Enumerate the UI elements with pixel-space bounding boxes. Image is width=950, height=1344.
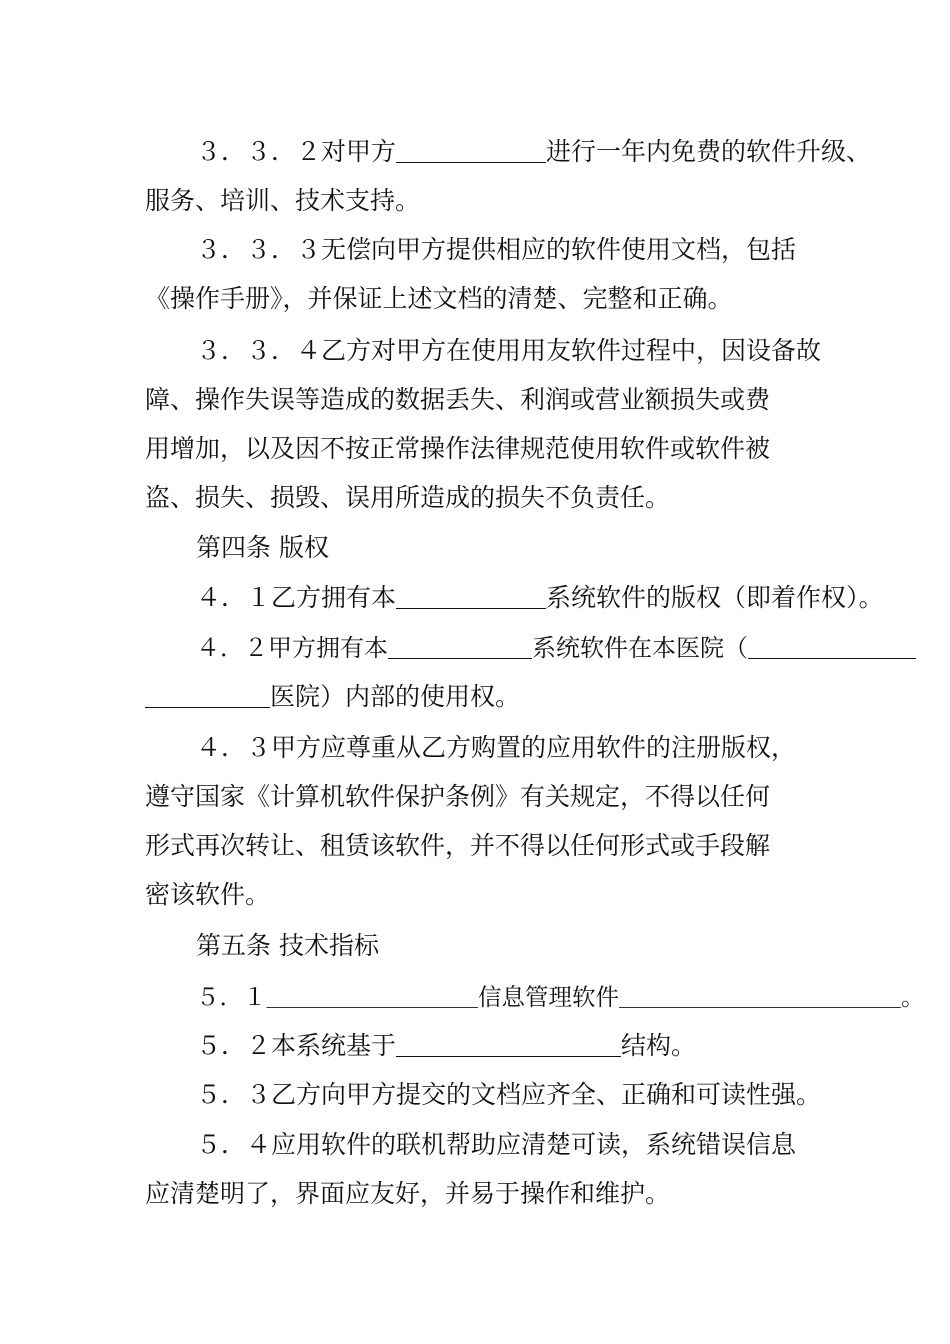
paragraph-4-3-line-4: 密该软件。: [145, 880, 271, 909]
paragraph-3-3-4-line-3: 用增加，以及因不按正常操作法律规范使用软件或软件被: [145, 434, 771, 463]
paragraph-5-2-line-1: ５．２本系统基于＿＿＿＿＿＿＿＿＿结构。: [196, 1031, 697, 1060]
paragraph-5-3-line-1: ５．３乙方向甲方提交的文档应齐全、正确和可读性强。: [196, 1080, 822, 1109]
paragraph-3-3-4-line-1: ３．３．４乙方对甲方在使用用友软件过程中，因设备故: [196, 336, 822, 365]
paragraph-3-3-2-line-1: ３．３．２对甲方＿＿＿＿＿＿进行一年内免费的软件升级、: [196, 137, 872, 166]
paragraph-4-3-line-3: 形式再次转让、租赁该软件，并不得以任何形式或手段解: [145, 831, 771, 860]
paragraph-5-4-line-1: ５．４应用软件的联机帮助应清楚可读，系统错误信息: [196, 1130, 797, 1159]
paragraph-3-3-2-line-2: 服务、培训、技术支持。: [145, 186, 421, 215]
paragraph-4-2-line-2: ＿＿＿＿＿医院）内部的使用权。: [145, 682, 521, 711]
paragraph-5-1-line-1: ５．１＿＿＿＿＿＿＿＿＿信息管理软件＿＿＿＿＿＿＿＿＿＿＿＿。: [196, 983, 925, 1011]
paragraph-3-3-4-line-2: 障、操作失误等造成的数据丢失、利润或营业额损失或费: [145, 385, 771, 414]
paragraph-4-3-line-1: ４．３甲方应尊重从乙方购置的应用软件的注册版权，: [196, 733, 797, 762]
paragraph-4-1-line-1: ４．１乙方拥有本＿＿＿＿＿＿系统软件的版权（即着作权）。: [196, 583, 884, 612]
paragraph-4-2-line-1: ４．２甲方拥有本＿＿＿＿＿＿系统软件在本医院（＿＿＿＿＿＿＿: [196, 634, 916, 662]
article-5-heading: 第五条 技术指标: [196, 931, 379, 960]
paragraph-3-3-4-line-4: 盗、损失、损毁、误用所造成的损失不负责任。: [145, 483, 671, 512]
paragraph-5-4-line-2: 应清楚明了，界面应友好，并易于操作和维护。: [145, 1179, 671, 1208]
paragraph-3-3-3-line-2: 《操作手册》，并保证上述文档的清楚、完整和正确。: [145, 284, 733, 313]
article-4-heading: 第四条 版权: [196, 533, 329, 562]
paragraph-3-3-3-line-1: ３．３．３无偿向甲方提供相应的软件使用文档，包括: [196, 235, 797, 264]
paragraph-4-3-line-2: 遵守国家《计算机软件保护条例》有关规定，不得以任何: [145, 782, 771, 811]
